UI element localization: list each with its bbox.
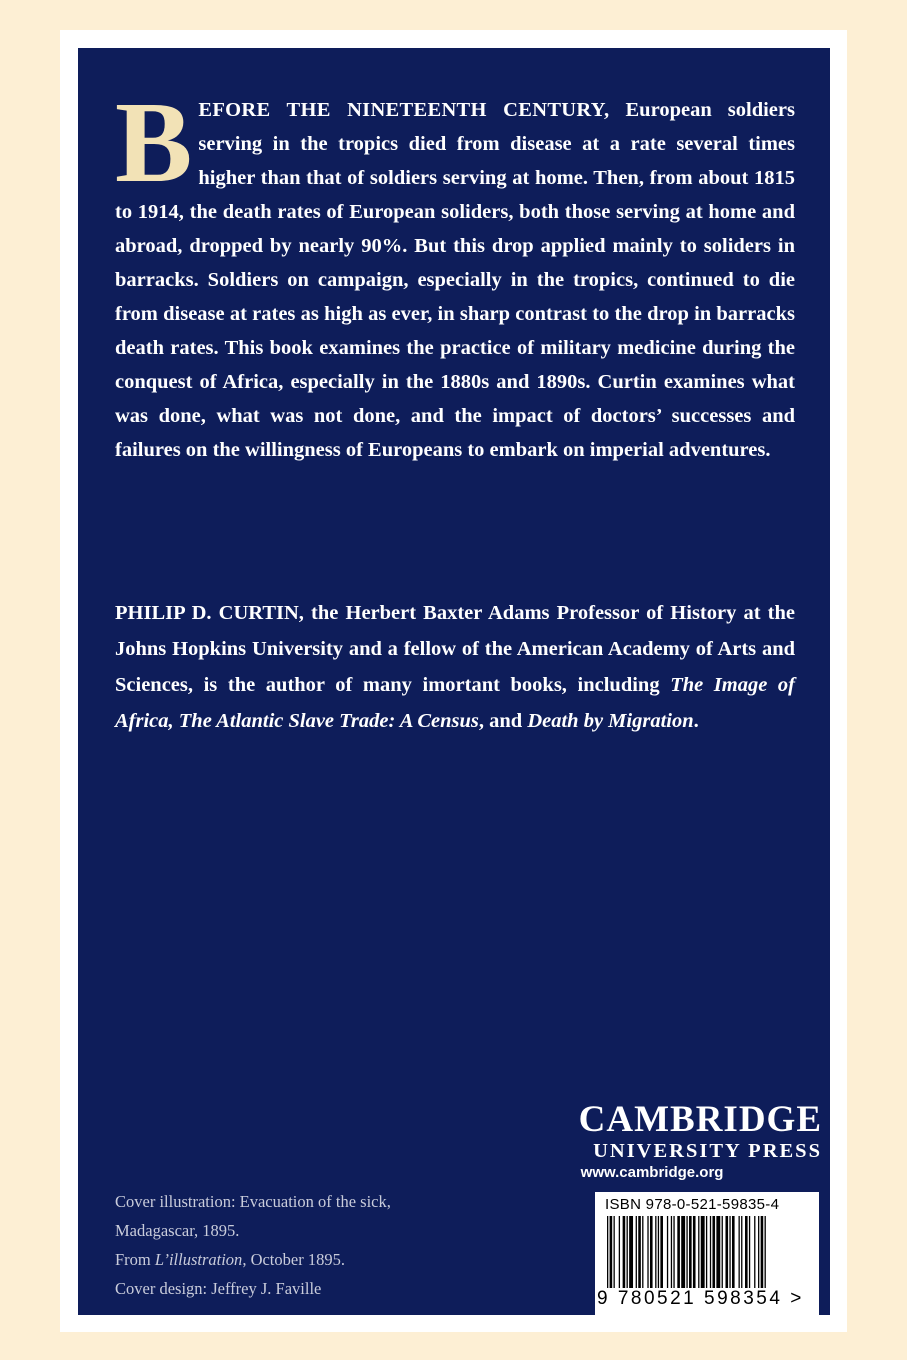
title-separator: , and xyxy=(478,710,528,732)
publisher-subtitle: UNIVERSITY PRESS xyxy=(593,1140,822,1162)
drop-cap: B xyxy=(115,79,193,207)
publisher-url[interactable]: www.cambridge.org xyxy=(580,1164,724,1181)
credit-date: , October 1895. xyxy=(242,1250,345,1269)
author-bio-text: the Herbert Baxter Adams Professor of History at the Johns Hopkins University and a fellow of the American Academy of Arts and Sciences, is the author of many imortant books, including xyxy=(115,602,795,696)
barcode-digits: 9 780521 598354 > xyxy=(597,1288,804,1309)
publisher-logo xyxy=(579,1100,822,1184)
credit-line-3 xyxy=(115,1245,435,1274)
credit-line-4: Cover design: Jeffrey J. Faville xyxy=(115,1279,322,1298)
publisher-name: CAMBRIDGE xyxy=(578,1099,822,1140)
blurb-text: European soldiers serving in the tropics died from disease at a rate several times higher than that of soldiers serving at home. Then, from about 1815 to 1914, the death rates of European soliders, both those serving at home and abroad, dropped by nearly 90%. But this drop applied mainly to soliders in barracks. Soldiers on campaign, especially in the tropics, continued to die from disease at rates as high as ever, in sharp contrast to the drop in barracks death rates. This book examines the practice of military medicine during the conquest of Africa, especially in the 1880s and 1890s. Curtin examines what was done, what was not done, and the impact of doctors’ successes and failures on the willingness of Europeans to embark on imperial adventures. xyxy=(115,99,795,461)
book-blurb xyxy=(115,79,795,467)
isbn-label: ISBN 978-0-521-59835-4 xyxy=(605,1196,780,1213)
bio-end: . xyxy=(693,710,699,732)
credit-source-title: L’illustration xyxy=(154,1250,243,1269)
author-bio xyxy=(115,595,795,739)
credit-line-2: Madagascar, 1895. xyxy=(115,1221,240,1240)
author-name: PHILIP D. CURTIN, xyxy=(115,602,304,624)
credit-from: From xyxy=(115,1250,155,1269)
book-title-1: The Image of Africa, The Atlantic Slave Trade: A Census xyxy=(115,674,796,732)
credit-line-1: Cover illustration: Evacuation of the sick, xyxy=(115,1192,391,1211)
barcode-box xyxy=(595,1192,819,1316)
cover-credits xyxy=(115,1187,435,1303)
blurb-lead: EFORE THE NINETEENTH CENTURY, xyxy=(198,99,610,121)
book-title-2: Death by Migration xyxy=(527,710,694,732)
